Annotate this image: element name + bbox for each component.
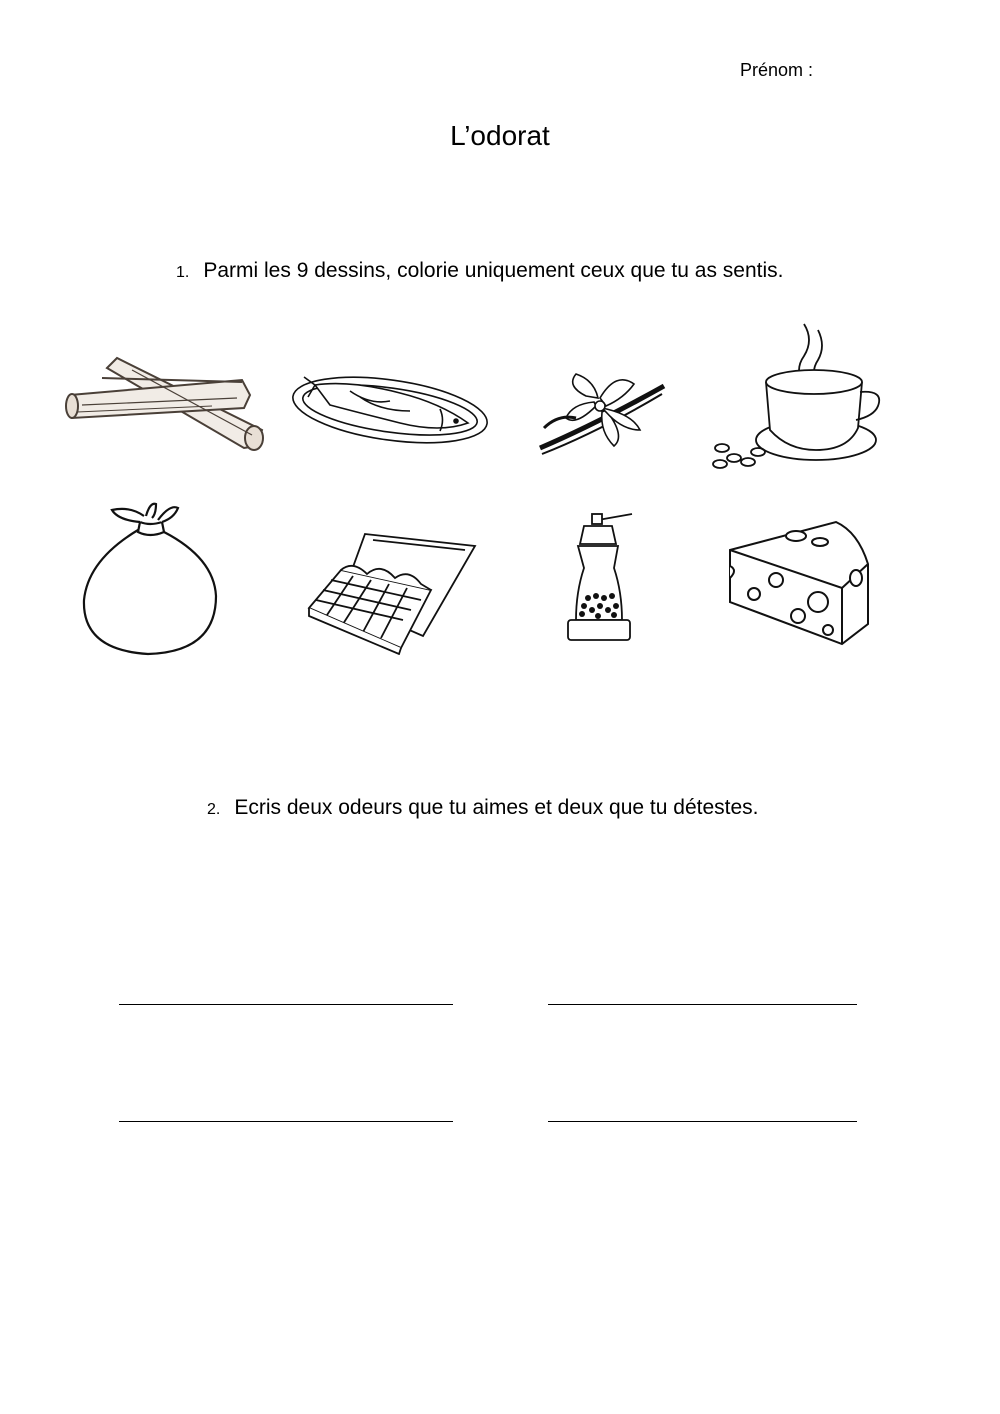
question-2-number: 2. (207, 801, 221, 818)
bag-drawing[interactable] (78, 500, 224, 660)
page-title: L’odorat (450, 120, 550, 151)
vanilla-drawing[interactable] (536, 366, 668, 461)
answer-line-dislike-2[interactable] (548, 1121, 857, 1122)
question-1-text: Parmi les 9 dessins, colorie uniquement ceux que tu as sentis. (203, 259, 784, 282)
question-2 (207, 796, 759, 820)
cheese-drawing[interactable] (724, 518, 874, 648)
answer-line-like-1[interactable] (119, 1004, 453, 1005)
question-2-text: Ecris deux odeurs que tu aimes et deux que tu détestes. (234, 796, 759, 819)
question-1-number: 1. (176, 264, 190, 281)
cinnamon-sticks-drawing[interactable] (62, 350, 272, 460)
question-1 (176, 259, 783, 283)
first-name-label: Prénom : (740, 60, 814, 80)
chocolate-bar-drawing[interactable] (303, 530, 481, 655)
pepper-mill-drawing[interactable] (562, 508, 636, 644)
answer-line-dislike-1[interactable] (548, 1004, 857, 1005)
fish-on-plate-drawing[interactable] (290, 365, 495, 460)
answer-line-like-2[interactable] (119, 1121, 453, 1122)
coffee-cup-drawing[interactable] (708, 320, 886, 472)
